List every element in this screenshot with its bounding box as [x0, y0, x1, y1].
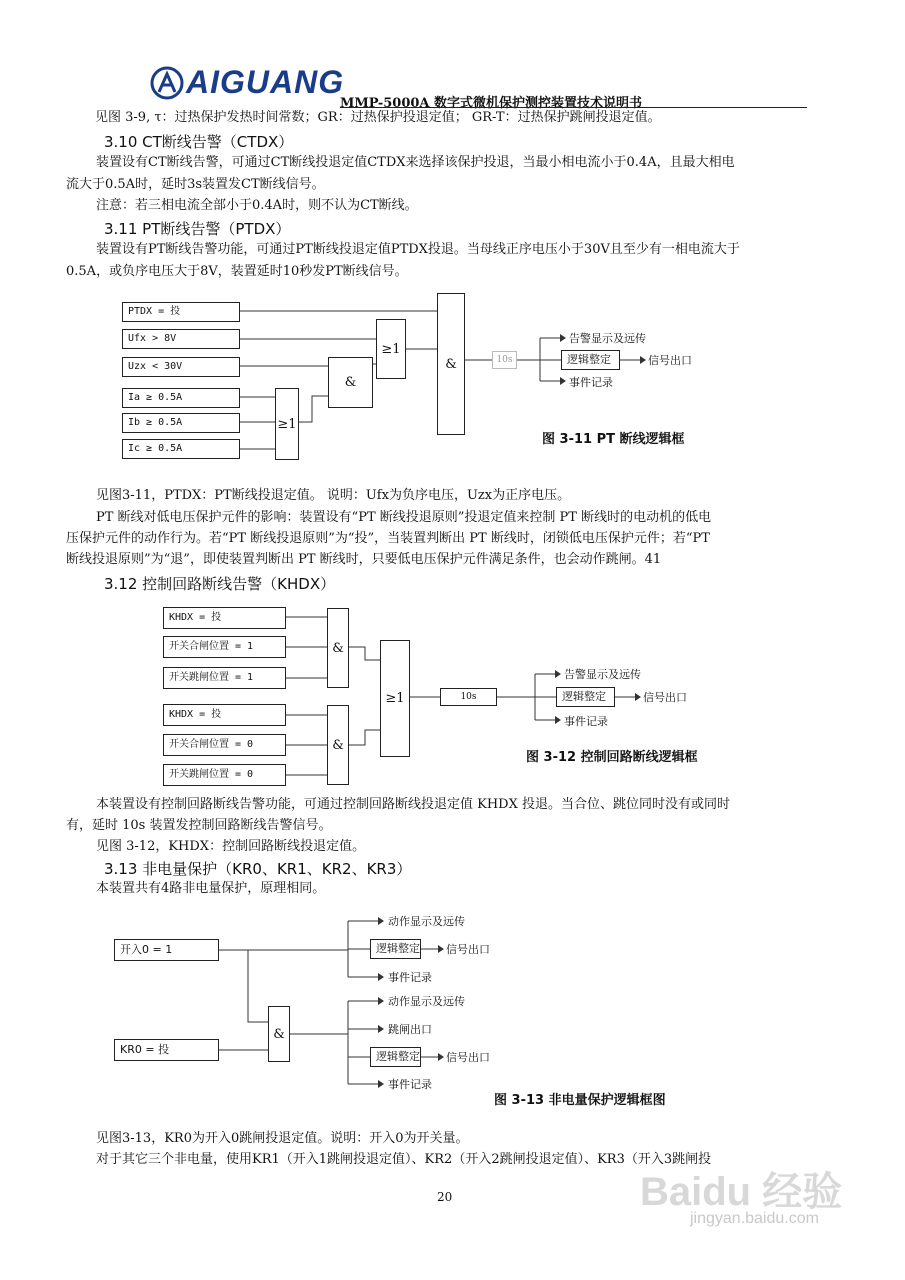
fig311-and-gate-main: & — [437, 293, 465, 435]
fig313-input-kr0: KR0 = 投 — [114, 1039, 219, 1061]
fig313-bot-action: 动作显示及远传 — [388, 995, 465, 1008]
fig311-input-ptdx: PTDX = 投 — [122, 302, 240, 322]
fig313-input-di0: 开入0 = 1 — [114, 939, 219, 961]
fig313-caption: 图 3-13 非电量保护逻辑框图 — [494, 1093, 666, 1108]
fig312-out-alarm: 告警显示及远传 — [564, 668, 641, 681]
fig311-input-ib: Ib ≥ 0.5A — [122, 413, 240, 433]
fig313-bot-trip: 跳闸出口 — [388, 1023, 432, 1036]
fig312-input-khdx-b: KHDX = 投 — [163, 704, 286, 726]
fig312-out-event: 事件记录 — [564, 715, 608, 728]
fig313-top-signal: 信号出口 — [446, 943, 490, 956]
header-title: MMP-5000A 数字式微机保护测控装置技术说明书 — [340, 96, 643, 111]
fig312-input-trip-0: 开关跳闸位置 = 0 — [163, 764, 286, 786]
paragraph: 见图 3-12，KHDX：控制回路断线投退定值。 — [96, 839, 366, 854]
section-heading: 3.10 CT断线告警（CTDX） — [104, 133, 294, 151]
watermark-url: jingyan.baidu.com — [690, 1210, 819, 1227]
paragraph: PT 断线对低电压保护元件的影响：装置设有“PT 断线投退原则”投退定值来控制 PT 断线时的电动机的低电 — [96, 510, 712, 525]
fig311-or-gate-currents: ≥1 — [275, 388, 299, 460]
fig312-input-close-0: 开关合闸位置 = 0 — [163, 734, 286, 756]
section-heading: 3.11 PT断线告警（PTDX） — [104, 220, 291, 238]
paragraph: 装置设有PT断线告警功能，可通过PT断线投退定值PTDX投退。当母线正序电压小于30V且至少有一相电流大于 — [96, 242, 740, 257]
fig313-and-gate: & — [268, 1006, 290, 1062]
page-number: 20 — [437, 1190, 453, 1204]
fig312-input-close-1: 开关合闸位置 = 1 — [163, 636, 286, 658]
paragraph: 注意：若三相电流全部小于0.4A时，则不认为CT断线。 — [96, 198, 418, 213]
logo-text: AIGUANG — [186, 64, 345, 100]
fig313-bot-logic: 逻辑整定 — [370, 1047, 421, 1067]
fig312-input-trip-1: 开关跳闸位置 = 1 — [163, 667, 286, 689]
fig311-caption: 图 3-11 PT 断线逻辑框 — [542, 432, 685, 447]
section-heading: 3.12 控制回路断线告警（KHDX） — [104, 575, 336, 593]
fig312-input-khdx-a: KHDX = 投 — [163, 607, 286, 629]
fig313-bot-event: 事件记录 — [388, 1078, 432, 1091]
fig311-out-signal: 信号出口 — [648, 354, 692, 367]
watermark-logo: Baidu 经验 — [640, 1170, 843, 1214]
fig313-top-action: 动作显示及远传 — [388, 915, 465, 928]
paragraph: 本装置共有4路非电量保护，原理相同。 — [96, 881, 326, 896]
fig311-out-alarm: 告警显示及远传 — [569, 332, 646, 345]
fig312-out-signal: 信号出口 — [643, 691, 687, 704]
paragraph: 0.5A，或负序电压大于8V，装置延时10秒发PT断线信号。 — [66, 264, 408, 279]
paragraph: 断线投退原则”为“退”，即使装置判断出 PT 断线时，只要低电压保护元件满足条件，也会动作跳闸。41 — [66, 552, 662, 567]
paragraph: 见图3-11，PTDX：PT断线投退定值。 说明：Ufx为负序电压，Uzx为正序电压。 — [96, 488, 571, 503]
paragraph: 压保护元件的动作行为。若“PT 断线投退原则”为“投”，当装置判断出 PT 断线时，闭锁低电压保护元件；若“PT — [66, 531, 710, 546]
fig311-input-ia: Ia ≥ 0.5A — [122, 388, 240, 408]
paragraph: 见图3-13，KR0为开入0跳闸投退定值。说明：开入0为开关量。 — [96, 1131, 469, 1146]
fig311-out-logic: 逻辑整定 — [561, 350, 620, 370]
paragraph: 有，延时 10s 装置发控制回路断线告警信号。 — [66, 818, 332, 833]
fig312-caption: 图 3-12 控制回路断线逻辑框 — [526, 750, 698, 765]
fig312-and-gate-bottom: & — [327, 705, 349, 785]
paragraph: 流大于0.5A时，延时3s装置发CT断线信号。 — [66, 177, 325, 192]
fig311-input-ufx: Ufx > 8V — [122, 329, 240, 349]
fig311-and-gate-small: & — [328, 357, 373, 408]
fig311-input-uzx: Uzx < 30V — [122, 357, 240, 377]
paragraph: 本装置设有控制回路断线告警功能，可通过控制回路断线投退定值 KHDX 投退。当合位、跳位同时没有或同时 — [96, 797, 730, 812]
fig312-or-gate: ≥1 — [380, 640, 410, 757]
fig311-input-ic: Ic ≥ 0.5A — [122, 439, 240, 459]
paragraph: 见图 3-9, τ：过热保护发热时间常数；GR：过热保护投退定值； GR-T：过热保护跳闸投退定值。 — [95, 110, 661, 125]
paragraph: 对于其它三个非电量，使用KR1（开入1跳闸投退定值）、KR2（开入2跳闸投退定值）、KR3（开入3跳闸投 — [96, 1152, 712, 1167]
fig313-top-event: 事件记录 — [388, 971, 432, 984]
section-heading: 3.13 非电量保护（KR0、KR1、KR2、KR3） — [104, 860, 412, 878]
fig312-out-logic: 逻辑整定 — [556, 687, 615, 707]
fig311-delay: 10s — [492, 351, 517, 369]
fig311-out-event: 事件记录 — [569, 376, 613, 389]
fig313-top-logic: 逻辑整定 — [370, 939, 421, 959]
fig313-bot-signal: 信号出口 — [446, 1051, 490, 1064]
fig312-delay: 10s — [440, 688, 497, 706]
fig312-and-gate-top: & — [327, 608, 349, 688]
paragraph: 装置设有CT断线告警，可通过CT断线投退定值CTDX来选择该保护投退，当最小相电流小于0.4A，且最大相电 — [96, 155, 735, 170]
fig311-or-gate: ≥1 — [376, 319, 406, 379]
